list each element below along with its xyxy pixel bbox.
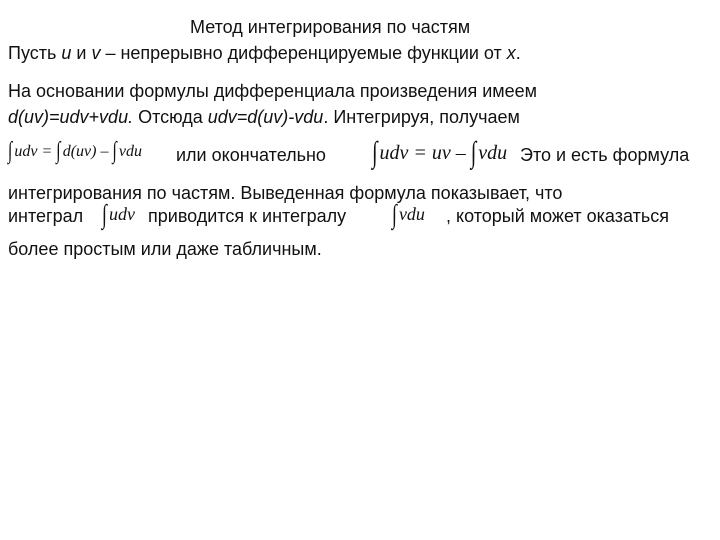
intro-text-c: – непрерывно дифференцируемые функции от xyxy=(100,43,507,63)
integral-udv-expr: udv xyxy=(108,204,135,224)
integral-sign: ∫ xyxy=(102,198,107,229)
conclusion-line: более простым или даже табличным. xyxy=(8,239,322,259)
integral-sign: ∫ xyxy=(8,138,13,164)
integral-vdu xyxy=(392,198,425,229)
integral-udv xyxy=(102,198,135,229)
or-finally-text: или окончательно xyxy=(176,145,326,165)
formula2-eq: = uv – xyxy=(408,142,471,164)
intro-line xyxy=(8,42,521,64)
intro-text-b: и xyxy=(71,43,92,63)
integral-sign: ∫ xyxy=(392,198,397,229)
formula1-rhs: vdu xyxy=(118,143,142,160)
integral-formula-1 xyxy=(8,138,142,164)
explanation-line: интегрирования по частям. Выведенная формула показывает, что xyxy=(8,183,563,203)
this-is-formula-text: Это и есть формула xyxy=(520,145,690,165)
rearranged-formula: udv=d(uv)-vdu xyxy=(207,107,324,127)
intro-text-d: . xyxy=(515,43,521,63)
var-u: u xyxy=(61,43,72,63)
integral-line-text-c: , который может оказаться xyxy=(446,206,669,226)
integral-sign: ∫ xyxy=(372,136,378,170)
formula2-lhs: udv xyxy=(379,142,409,164)
formula1-lhs: udv xyxy=(14,143,38,160)
formula1-minus: – xyxy=(96,143,113,160)
basis-line: На основании формулы дифференциала произведения имеем xyxy=(8,81,538,101)
integration-by-parts-formula xyxy=(372,136,508,170)
formula2-rhs: vdu xyxy=(478,142,508,164)
derivation-text-d: . Интегрируя, получаем xyxy=(323,107,520,127)
var-x: x xyxy=(506,43,516,63)
differential-formula: d(uv)=udv+vdu. xyxy=(8,107,134,127)
intro-text-a: Пусть xyxy=(8,43,62,63)
formula1-mid: d(uv) xyxy=(62,143,97,160)
var-v: v xyxy=(91,43,101,63)
integral-line-text-b: приводится к интегралу xyxy=(148,206,347,226)
integral-vdu-expr: vdu xyxy=(398,204,425,224)
derivation-text-b: Отсюда xyxy=(133,107,208,127)
page-title: Метод интегрирования по частям xyxy=(190,17,471,37)
formula1-eq: = xyxy=(37,143,57,160)
derivation-line xyxy=(8,106,520,128)
integral-sign: ∫ xyxy=(112,138,117,164)
integral-sign: ∫ xyxy=(470,136,477,170)
integral-line-text-a: интеграл xyxy=(8,206,84,226)
integral-sign: ∫ xyxy=(56,138,61,164)
